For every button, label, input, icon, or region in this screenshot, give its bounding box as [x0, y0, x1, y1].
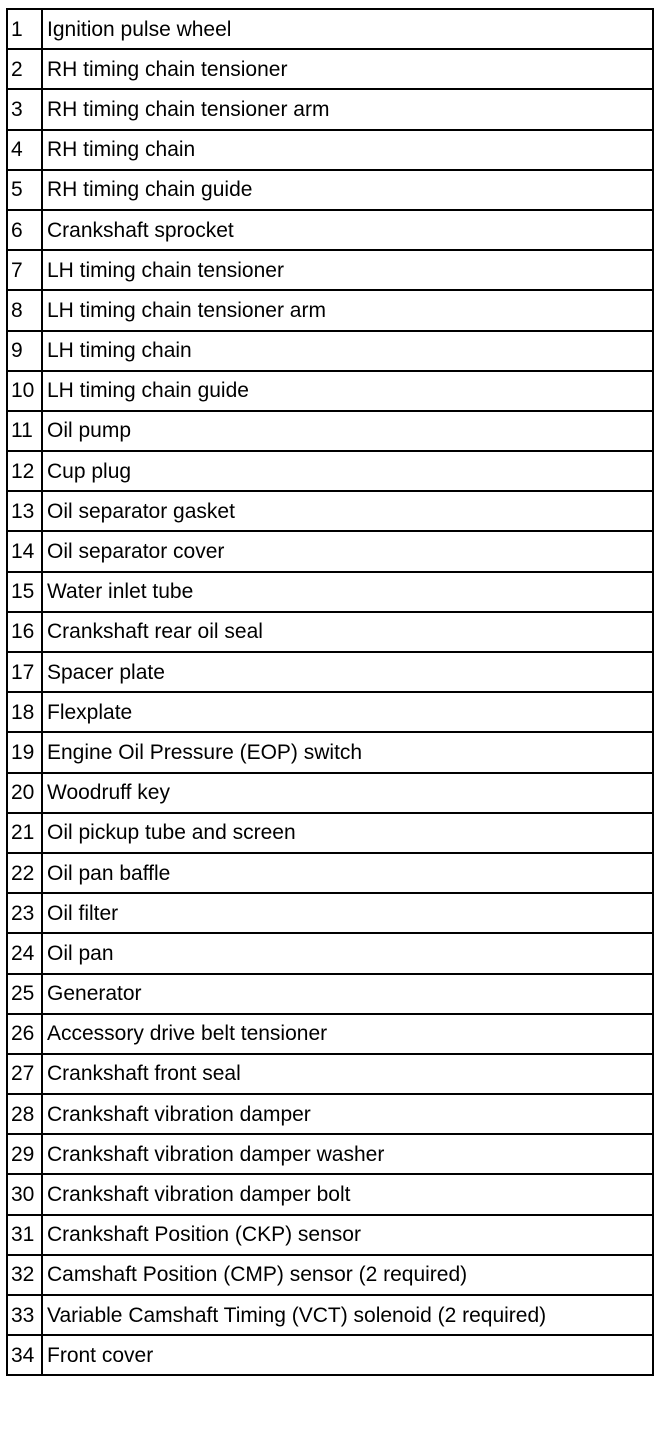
- part-number-cell: 26: [7, 1014, 42, 1054]
- part-description-cell: Front cover: [42, 1335, 653, 1375]
- part-description-cell: Woodruff key: [42, 773, 653, 813]
- part-number-cell: 28: [7, 1094, 42, 1134]
- part-description-cell: RH timing chain tensioner arm: [42, 89, 653, 129]
- part-number-cell: 24: [7, 933, 42, 973]
- part-number-cell: 21: [7, 813, 42, 853]
- part-description-cell: Water inlet tube: [42, 572, 653, 612]
- table-row: [7, 1014, 653, 1054]
- part-number-cell: 7: [7, 250, 42, 290]
- table-row: [7, 853, 653, 893]
- part-number-cell: 10: [7, 371, 42, 411]
- part-number-cell: 27: [7, 1054, 42, 1094]
- part-description-cell: LH timing chain tensioner: [42, 250, 653, 290]
- table-row: [7, 732, 653, 772]
- part-number-cell: 1: [7, 9, 42, 49]
- part-description-cell: LH timing chain: [42, 331, 653, 371]
- part-number-cell: 23: [7, 893, 42, 933]
- part-description-cell: Variable Camshaft Timing (VCT) solenoid (2 required): [42, 1295, 653, 1335]
- part-description-cell: Ignition pulse wheel: [42, 9, 653, 49]
- part-description-cell: RH timing chain: [42, 130, 653, 170]
- part-number-cell: 32: [7, 1255, 42, 1295]
- table-row: [7, 692, 653, 732]
- table-row: [7, 1335, 653, 1375]
- table-row: [7, 250, 653, 290]
- part-description-cell: LH timing chain tensioner arm: [42, 290, 653, 330]
- part-number-cell: 16: [7, 612, 42, 652]
- part-description-cell: Spacer plate: [42, 652, 653, 692]
- part-description-cell: Oil pickup tube and screen: [42, 813, 653, 853]
- part-number-cell: 12: [7, 451, 42, 491]
- table-row: [7, 1054, 653, 1094]
- table-row: [7, 933, 653, 973]
- part-description-cell: Flexplate: [42, 692, 653, 732]
- part-number-cell: 22: [7, 853, 42, 893]
- table-row: [7, 130, 653, 170]
- table-row: [7, 1174, 653, 1214]
- part-number-cell: 20: [7, 773, 42, 813]
- part-description-cell: Engine Oil Pressure (EOP) switch: [42, 732, 653, 772]
- table-row: [7, 813, 653, 853]
- table-row: [7, 572, 653, 612]
- table-row: [7, 1255, 653, 1295]
- table-row: [7, 451, 653, 491]
- part-description-cell: RH timing chain tensioner: [42, 49, 653, 89]
- part-description-cell: Crankshaft vibration damper washer: [42, 1134, 653, 1174]
- table-row: [7, 411, 653, 451]
- part-number-cell: 17: [7, 652, 42, 692]
- table-row: [7, 1215, 653, 1255]
- table-row: [7, 290, 653, 330]
- table-row: [7, 170, 653, 210]
- part-number-cell: 4: [7, 130, 42, 170]
- part-description-cell: LH timing chain guide: [42, 371, 653, 411]
- part-description-cell: Cup plug: [42, 451, 653, 491]
- table-row: [7, 974, 653, 1014]
- part-description-cell: Oil pan baffle: [42, 853, 653, 893]
- part-description-cell: Crankshaft vibration damper: [42, 1094, 653, 1134]
- part-number-cell: 13: [7, 491, 42, 531]
- part-description-cell: Oil filter: [42, 893, 653, 933]
- part-number-cell: 2: [7, 49, 42, 89]
- part-number-cell: 6: [7, 210, 42, 250]
- table-row: [7, 491, 653, 531]
- part-number-cell: 30: [7, 1174, 42, 1214]
- part-number-cell: 25: [7, 974, 42, 1014]
- table-row: [7, 49, 653, 89]
- part-description-cell: Generator: [42, 974, 653, 1014]
- table-row: [7, 9, 653, 49]
- table-row: [7, 893, 653, 933]
- part-number-cell: 11: [7, 411, 42, 451]
- part-description-cell: Crankshaft rear oil seal: [42, 612, 653, 652]
- table-row: [7, 612, 653, 652]
- part-description-cell: Oil pan: [42, 933, 653, 973]
- part-number-cell: 14: [7, 531, 42, 571]
- part-description-cell: Crankshaft Position (CKP) sensor: [42, 1215, 653, 1255]
- part-number-cell: 33: [7, 1295, 42, 1335]
- table-row: [7, 89, 653, 129]
- part-description-cell: Oil separator gasket: [42, 491, 653, 531]
- part-number-cell: 29: [7, 1134, 42, 1174]
- table-row: [7, 371, 653, 411]
- parts-table: [6, 8, 654, 1376]
- part-description-cell: Camshaft Position (CMP) sensor (2 required): [42, 1255, 653, 1295]
- part-description-cell: Crankshaft front seal: [42, 1054, 653, 1094]
- part-number-cell: 19: [7, 732, 42, 772]
- part-number-cell: 18: [7, 692, 42, 732]
- table-row: [7, 773, 653, 813]
- part-number-cell: 15: [7, 572, 42, 612]
- part-number-cell: 34: [7, 1335, 42, 1375]
- part-description-cell: Crankshaft vibration damper bolt: [42, 1174, 653, 1214]
- part-description-cell: Oil pump: [42, 411, 653, 451]
- part-description-cell: Oil separator cover: [42, 531, 653, 571]
- table-row: [7, 210, 653, 250]
- table-row: [7, 331, 653, 371]
- part-description-cell: Crankshaft sprocket: [42, 210, 653, 250]
- part-number-cell: 31: [7, 1215, 42, 1255]
- table-row: [7, 1295, 653, 1335]
- part-description-cell: Accessory drive belt tensioner: [42, 1014, 653, 1054]
- parts-table-body: [7, 9, 653, 1375]
- part-number-cell: 9: [7, 331, 42, 371]
- part-description-cell: RH timing chain guide: [42, 170, 653, 210]
- part-number-cell: 8: [7, 290, 42, 330]
- table-row: [7, 1134, 653, 1174]
- table-row: [7, 652, 653, 692]
- table-row: [7, 531, 653, 571]
- table-row: [7, 1094, 653, 1134]
- part-number-cell: 5: [7, 170, 42, 210]
- part-number-cell: 3: [7, 89, 42, 129]
